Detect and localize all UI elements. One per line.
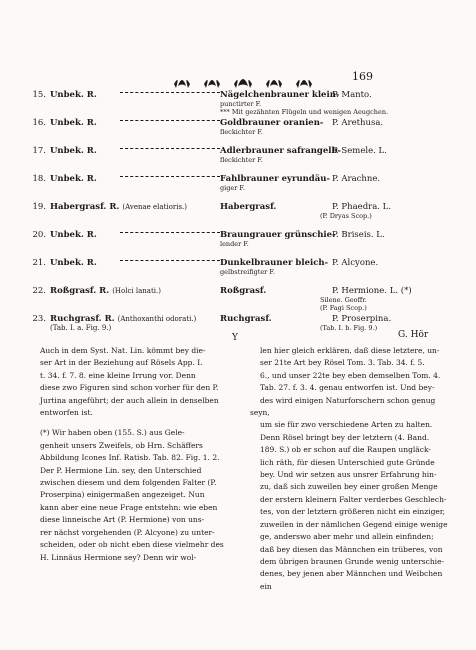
synonym: (P. Dryas Scop.) [320,212,372,220]
text-line: des wird einigen Naturforschern schon genug seyn, [250,395,436,418]
text-line: Proserpina) einigermaßen angezeiget. Nun [40,490,205,500]
butterfly-name: Goldbrauner oranien- [220,118,324,128]
text-line: dem übrigen braunen Grunde wenig unterschie- [260,556,445,566]
floral-ornament-icon [168,72,318,90]
caterpillar-name: Unbek. R. [50,146,97,156]
dash-leader [120,120,220,122]
entry-number: 23. [32,314,46,324]
synonym: Silene. Geoffr. [320,296,367,304]
entry-right [220,286,476,312]
text-line: 189. S.) ob er schon auf die Raupen ungläck- [260,445,431,455]
text-line: kann aber eine neue Frage entstehn: wie eben [40,502,218,512]
text-line: ein [260,581,272,591]
entry-right [220,230,476,248]
butterfly-name-cont: gelbstreifigter F. [220,268,275,276]
entry-right [220,146,476,164]
entry-right [220,90,476,116]
text-line: Jurtina angeführt; der auch allein in denselben [40,395,219,405]
text-line: scheiden, oder ob nicht eben diese vielmehr des [40,540,224,550]
page-number: 169 [352,70,373,83]
text-line: tes, von der letztern größeren nicht ein einziger, [260,507,445,517]
latin-species: P. Arachne. [332,174,381,184]
entry-right [220,202,476,220]
latin-plant-name: (Avenae elatioris.) [122,203,187,211]
dash-leader [120,148,220,150]
latin-species: P. Manto. [332,90,372,100]
text-line: rer nächst vorgehenden (P. Alcyone) zu unter- [40,527,215,537]
dash-leader [120,232,220,234]
text-line: um sie für zwo verschiedene Arten zu halten. [260,420,433,430]
text-line: der erstern kleinern Falter verderbes Geschlech- [260,494,447,504]
text-line: zwischen diesem und dem folgenden Falter (P. [40,478,217,488]
butterfly-name-cont: fleckichter F. [220,128,263,136]
butterfly-name: Ruchgrasf. [220,314,272,324]
text-line: ge, anderswo aber mehr und allein einfinden; [260,532,434,542]
text-line: bey. Und wir setzen aus unsrer Erfahrung hin- [260,470,437,480]
latin-species: P. Arethusa. [332,118,384,128]
species-entry [20,90,460,118]
entry-number: 19. [32,202,46,212]
text-line: lich räth, für diesen Unterschied gute Gründe [260,457,435,467]
butterfly-name: Nägelchenbrauner klein- [220,90,340,100]
species-entry [20,146,460,174]
text-line: Denn Rösel bringt bey der letztern (4. Band. [260,432,430,442]
entry-number: 15. [32,90,46,100]
species-entry [20,314,460,342]
text-line: diese linneische Art (P. Hermione) von uns- [40,515,205,525]
butterfly-name: Roßgrasf. [220,286,267,296]
text-line: daß bey diesen das Männchen ein trüberes, von [260,544,443,554]
entry-number: 16. [32,118,46,128]
entry-number: 17. [32,146,46,156]
group-note: *** Mit gezähnten Flügeln und wenigen Aeugchen. [220,108,389,116]
dash-leader [120,260,220,262]
synonym: (P. Fagi Scop.) [320,304,367,312]
caterpillar-name: Unbek. R. [50,230,97,240]
species-entry [20,118,460,146]
left-column [30,345,230,564]
entry-right [220,118,476,136]
latin-species: P. Hermione. L. (*) [332,286,412,296]
butterfly-name: Fahlbrauner eyrundäu- [220,174,330,184]
dash-leader [120,176,220,178]
entry-number: 20. [32,230,46,240]
latin-species: P. Briseis. L. [332,230,385,240]
latin-plant-name: (Anthoxanthi odorati.) [117,315,197,323]
text-line: (*) Wir haben oben (155. S.) aus Gele- [40,428,185,438]
species-entry [20,174,460,202]
text-line: genheit unsers Zweifels, ob Hrn. Schäffers [40,440,203,450]
caterpillar-name: Unbek. R. [50,90,97,100]
butterfly-name-cont: fleckichter F. [220,156,263,164]
text-line: Abbildung Icones Inf. Ratisb. Tab. 82. Fig. 1. 2. [40,453,220,463]
species-entry [20,202,460,230]
entry-left [20,314,220,332]
caterpillar-name: Ruchgrasf. R. [50,314,115,324]
entry-left [20,202,220,212]
text-line: ser 21te Art bey Rösel Tom. 3. Tab. 34. f. 5. [260,358,425,368]
butterfly-name: Adlerbrauner safrangelb- [220,146,341,156]
species-entry [20,258,460,286]
butterfly-name: Dunkelbrauner bleich- [220,258,329,268]
text-line: entworfen ist. [40,408,93,418]
entry-number: 18. [32,174,46,184]
latin-species: P. Proserpina. [332,314,392,324]
caterpillar-name: Roßgrasf. R. [50,286,110,296]
entry-right [220,258,476,276]
entry-right [220,314,476,332]
butterfly-name: Habergrasf. [220,202,277,212]
text-line: Auch in dem Syst. Nat. Lin. kömmt bey die- [40,346,206,355]
text-line: t. 34. f. 7. 8. eine kleine Irrung vor. Denn [40,370,196,380]
dash-leader [120,92,220,94]
butterfly-name-cont: lender F. [220,240,249,248]
right-column [250,345,450,593]
butterfly-name: Braungrauer grünschie- [220,230,336,240]
latin-species: P. Phaedra. L. [332,202,392,212]
caterpillar-name: Habergrasf. R. [50,202,120,212]
butterfly-name-cont: punctirter F. [220,100,262,108]
entry-number: 21. [32,258,46,268]
plate-reference: (Tab. I. a. Fig. 9.) [50,324,112,332]
species-list [20,90,460,342]
text-line: denes, bey jenen aber Männchen und Weibchen [260,569,443,579]
text-line: diese zwo Figuren sind schon vorher für den P. [40,383,219,393]
entry-number: 22. [32,286,46,296]
latin-species: P. Alcyone. [332,258,379,268]
text-line: ser Art in der Beziehung auf Rösels App. I. [40,358,203,368]
species-entry [20,230,460,258]
signature-mark: Y [232,333,238,343]
latin-species: P. Semele. L. [332,146,387,156]
entry-right [220,174,476,192]
caterpillar-name: Unbek. R. [50,118,97,128]
text-line: zu, daß sich zuweilen bey einer großen Menge [260,482,438,492]
latin-plant-name: (Holci lanati.) [112,287,161,295]
caterpillar-name: Unbek. R. [50,258,97,268]
text-line: zuweilen in der nämlichen Gegend einige wenige [260,519,448,529]
species-entry [20,286,460,314]
text-line: H. Linnäus Hermione sey? Denn wir wol- [40,552,197,562]
text-line: 6., und unser 22te bey eben demselben Tom. 4. [260,370,441,380]
entry-left [20,286,220,296]
text-line [30,419,230,427]
text-line: len hier gleich erklären, daß diese letztere, un- [260,346,440,355]
butterfly-name-cont: giger F. [220,184,245,192]
caterpillar-name: Unbek. R. [50,174,97,184]
text-line: Tab. 27. f. 3. 4. genau entworfen ist. Und bey- [260,383,435,393]
catchword: G. Hör [398,330,429,340]
synonym: (Tab. I. b. Fig. 9.) [320,324,378,332]
text-line: Der P. Hermione Lin. sey, den Unterschied [40,465,202,475]
